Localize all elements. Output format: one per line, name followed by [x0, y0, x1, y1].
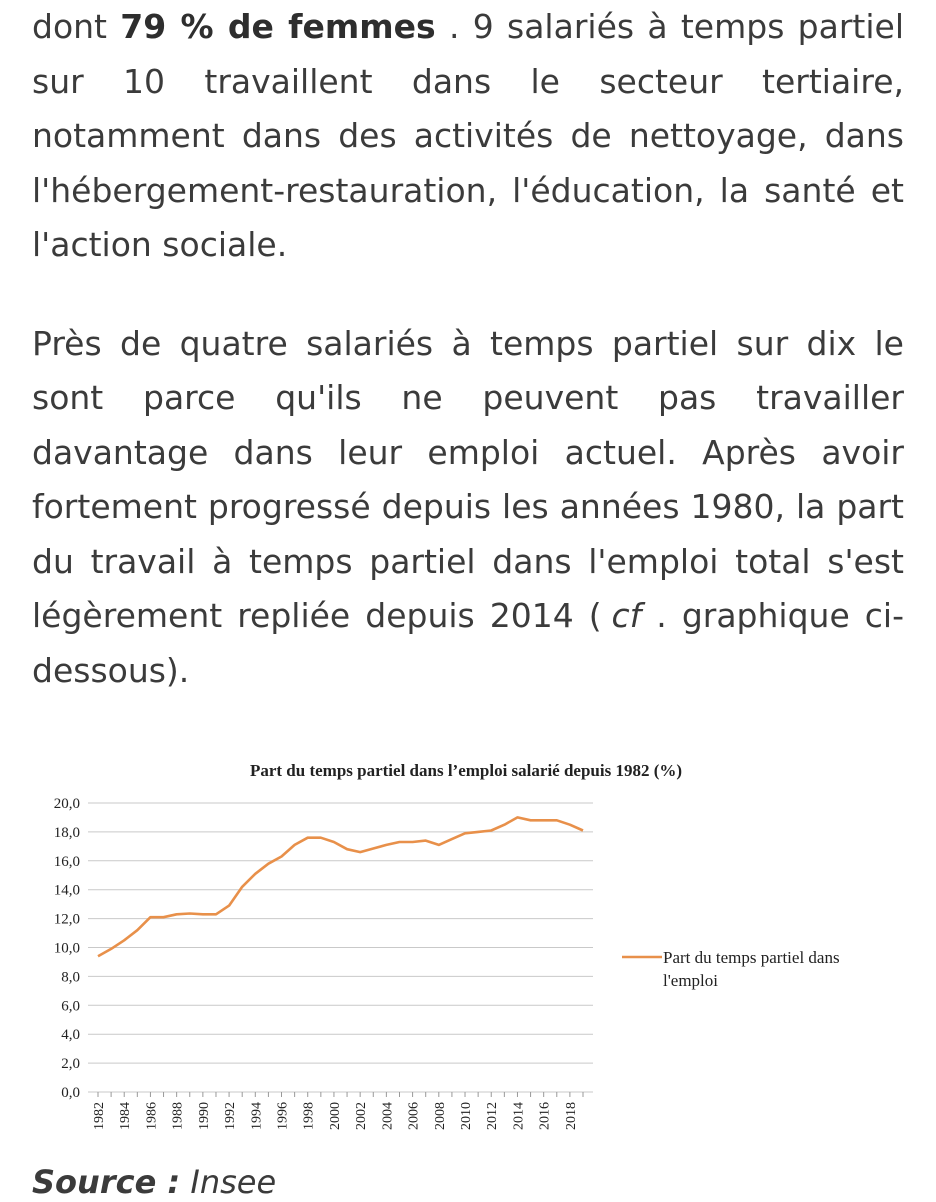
x-tick-label: 2018: [563, 1102, 579, 1130]
x-tick-label: 1988: [170, 1102, 186, 1130]
y-tick-label: 0,0: [61, 1085, 80, 1101]
source-line: [32, 1162, 276, 1202]
x-tick-label: 2008: [432, 1102, 448, 1130]
y-tick-label: 20,0: [53, 796, 80, 812]
series-line: [98, 817, 583, 956]
x-tick-label: 1984: [118, 1102, 134, 1130]
y-tick-label: 6,0: [61, 998, 80, 1015]
y-tick-label: 8,0: [61, 969, 80, 986]
x-tick-label: 1990: [196, 1102, 212, 1130]
y-tick-label: 18,0: [53, 824, 80, 841]
x-tick-label: 2000: [327, 1102, 343, 1130]
x-tick-label: 1996: [275, 1102, 291, 1130]
p2-text: Près de quatre salariés à temps partiel sur dix le sont parce qu'ils ne peuvent pas travailler davantage dans leur emploi actuel. Après avoir fortement progressé depuis les années 1980, la part du travail à temps partiel dans l'emploi total s'est légèrement repliée depuis 2014 (: [32, 323, 904, 635]
x-tick-label: 1982: [92, 1102, 107, 1130]
x-tick-label: 1992: [223, 1102, 239, 1130]
y-tick-label: 12,0: [53, 911, 80, 928]
x-tick-label: 2006: [406, 1102, 422, 1130]
y-tick-label: 16,0: [53, 853, 80, 870]
x-tick-label: 1994: [249, 1102, 265, 1130]
legend-label-line-1: Part du temps partiel dans: [663, 948, 840, 967]
source-value: Insee: [190, 1163, 277, 1201]
x-tick-label: 2010: [459, 1102, 475, 1130]
x-tick-label: 2016: [537, 1102, 553, 1130]
line-chart: [0, 740, 936, 1160]
p1-text-start: dont: [32, 7, 121, 46]
paragraph-1: [32, 0, 904, 273]
p2-text-end: . graphique ci-dessous).: [32, 596, 904, 690]
x-tick-label: 2012: [485, 1102, 501, 1130]
y-tick-label: 14,0: [53, 882, 80, 899]
legend-label-line-2: l'emploi: [663, 971, 719, 990]
p1-text-rest: . 9 salariés à temps partiel sur 10 travaillent dans le secteur tertiaire, notamment dans des activités de nettoyage, dans l'hébergement-restauration, l'éducation, la santé et l'action sociale.: [32, 7, 904, 264]
x-tick-label: 1998: [301, 1102, 317, 1130]
x-tick-label: 2002: [354, 1102, 370, 1130]
legend-label: [663, 948, 840, 990]
p2-italic-cf: cf: [611, 596, 642, 635]
paragraph-2: [32, 317, 904, 699]
x-tick-label: 1986: [144, 1102, 160, 1130]
chart-title: Part du temps partiel dans l’emploi salarié depuis 1982 (%): [249, 761, 683, 780]
y-tick-label: 10,0: [53, 940, 80, 957]
y-tick-label: 2,0: [61, 1056, 80, 1073]
article-body: [32, 0, 904, 698]
p1-bold-text: 79 % de femmes: [120, 7, 436, 46]
x-tick-label: 2004: [380, 1102, 396, 1130]
y-tick-label: 4,0: [61, 1027, 80, 1044]
chart-container: [0, 740, 936, 1160]
x-tick-label: 2014: [511, 1102, 527, 1130]
source-label: Source :: [32, 1163, 181, 1201]
